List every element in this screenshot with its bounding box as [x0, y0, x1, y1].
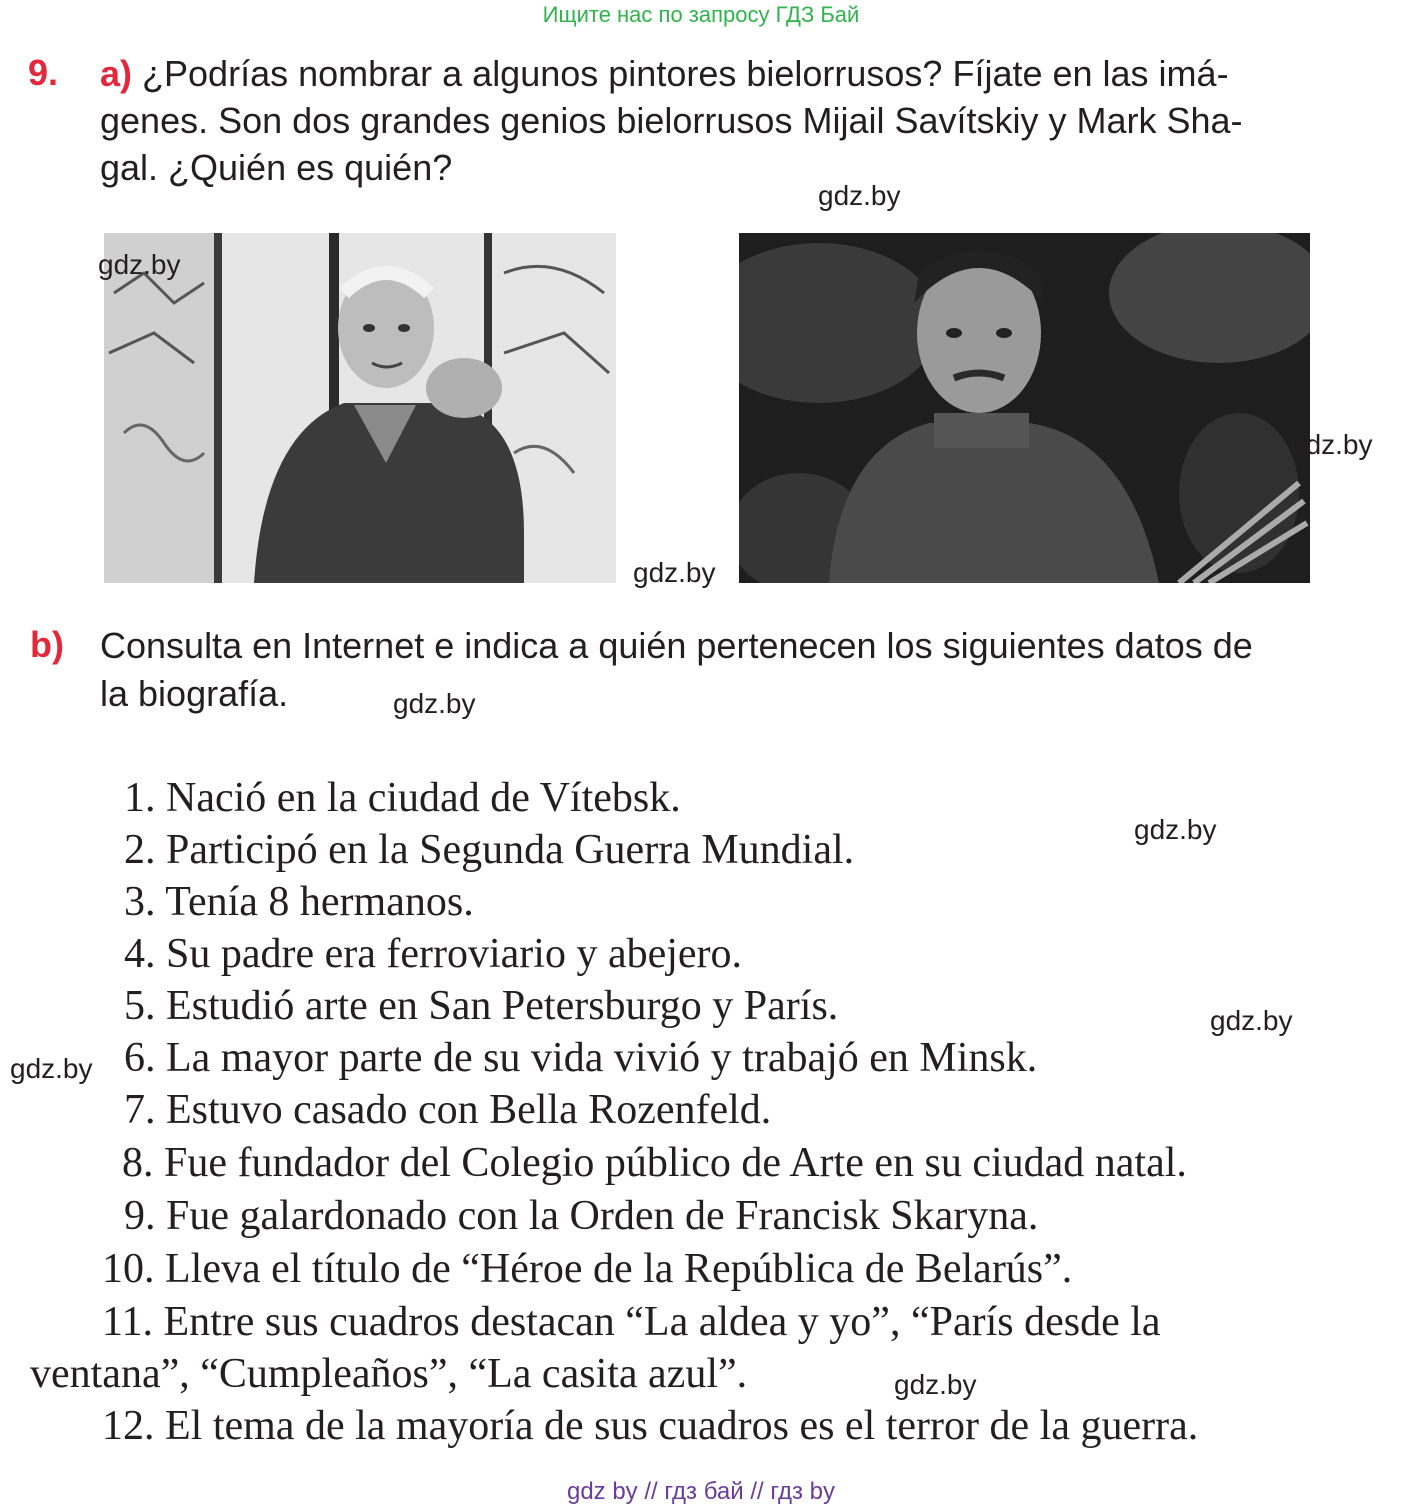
- footer-links: gdz by // гдз бай // гдз by: [566, 1478, 836, 1505]
- list-item: 6. La mayor parte de su vida vivió y trabajó en Minsk.: [124, 1035, 1038, 1081]
- list-item-continuation: ventana”, “Cumpleaños”, “La casita azul”.: [30, 1351, 748, 1397]
- part-a-text-1: ¿Podrías nombrar a algunos pintores bielorrusos? Fíjate en las imá-: [142, 53, 1229, 94]
- list-item: 3. Tenía 8 hermanos.: [124, 879, 474, 925]
- exercise-number: 9.: [28, 52, 59, 93]
- watermark: gdz.by: [633, 557, 716, 588]
- list-item: 8. Fue fundador del Colegio público de Arte en su ciudad natal.: [122, 1140, 1187, 1186]
- list-item: 11. Entre sus cuadros destacan “La aldea y yo”, “París desde la: [102, 1299, 1161, 1345]
- watermark: gdz.by: [894, 1369, 977, 1400]
- watermark: gdz.by: [818, 180, 901, 211]
- list-item: 12. El tema de la mayoría de sus cuadros es el terror de la guerra.: [102, 1403, 1199, 1449]
- part-a-label: a): [100, 53, 133, 94]
- list-item: 1. Nació en la ciudad de Vítebsk.: [124, 775, 681, 821]
- watermark: gdz.by: [393, 688, 476, 719]
- part-a-line-1: [100, 50, 1229, 98]
- list-item: 7. Estuvo casado con Bella Rozenfeld.: [124, 1087, 772, 1133]
- photo-right: [739, 233, 1310, 583]
- list-item: 4. Su padre era ferroviario y abejero.: [124, 931, 743, 977]
- watermark: gdz.by: [1134, 814, 1217, 845]
- top-banner: Ищите нас по запросу ГДЗ Бай: [542, 2, 860, 27]
- list-item: 10. Lleva el título de “Héroe de la República de Belarús”.: [102, 1246, 1073, 1292]
- part-a-line-3: gal. ¿Quién es quién?: [100, 147, 453, 188]
- list-item: 2. Participó en la Segunda Guerra Mundial.: [124, 827, 855, 873]
- watermark: gdz.by: [1210, 1005, 1293, 1036]
- watermark: gdz.by: [1290, 429, 1373, 460]
- watermark: gdz.by: [10, 1053, 93, 1084]
- list-item: 9. Fue galardonado con la Orden de Francisk Skaryna.: [124, 1193, 1039, 1239]
- watermark: gdz.by: [98, 249, 181, 280]
- part-b-line-1: Consulta en Internet e indica a quién pertenecen los siguientes datos de: [100, 625, 1253, 666]
- part-a-line-2: genes. Son dos grandes genios bielorrusos Mijail Savítskiy y Mark Sha-: [100, 100, 1243, 141]
- list-item: 5. Estudió arte en San Petersburgo y París.: [124, 983, 839, 1029]
- part-b-label: b): [30, 624, 64, 665]
- part-b-line-2: la biografía.: [100, 673, 289, 714]
- photo-left: [104, 233, 616, 583]
